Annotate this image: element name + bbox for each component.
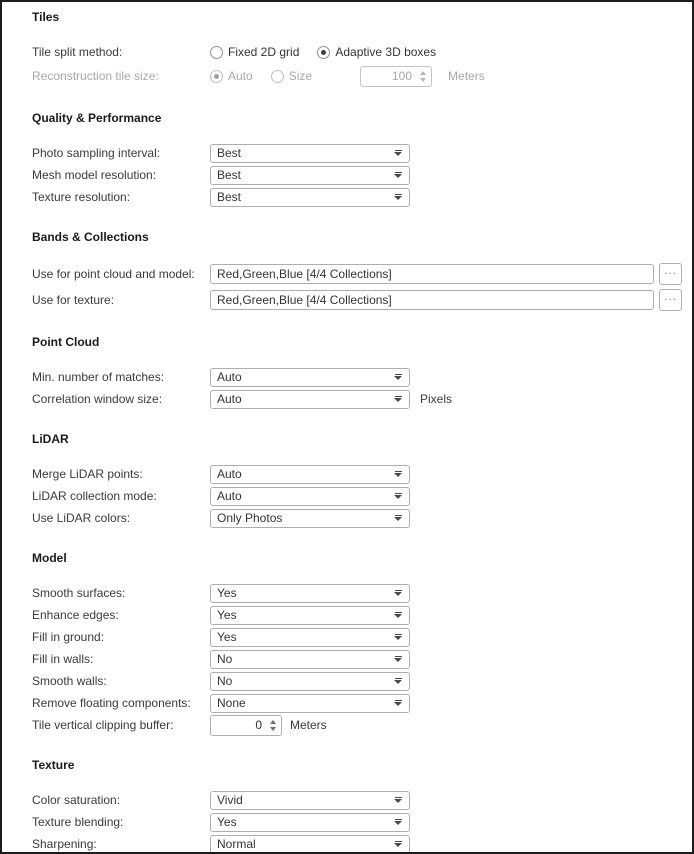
section-title-model: Model xyxy=(32,551,67,565)
radio-selected-icon xyxy=(317,46,330,59)
field-label: Photo sampling interval: xyxy=(32,146,161,160)
row-fill-in-ground xyxy=(32,626,692,648)
field-label: Fill in walls: xyxy=(32,652,94,666)
section-title-quality-performance: Quality & Performance xyxy=(32,111,162,125)
row-sharpening xyxy=(32,833,692,854)
row-texture-blending xyxy=(32,811,692,833)
dropdown-value: Auto xyxy=(217,489,242,503)
field-label: Reconstruction tile size: xyxy=(32,69,159,83)
field-label: Use for texture: xyxy=(32,293,115,307)
dropdown-value: Auto xyxy=(217,370,242,384)
ellipsis-icon: ... xyxy=(663,289,677,303)
section-quality-performance xyxy=(32,111,692,208)
dropdown-value: Normal xyxy=(217,837,256,851)
row-use-for-point-cloud-and-model xyxy=(32,261,692,287)
row-texture-resolution xyxy=(32,186,692,208)
field-label: Min. number of matches: xyxy=(32,370,165,384)
merge-lidar-points-dropdown[interactable] xyxy=(210,465,410,484)
chevron-down-icon xyxy=(394,515,402,521)
dropdown-value: Only Photos xyxy=(217,511,283,525)
chevron-down-icon xyxy=(394,493,402,499)
field-label: Color saturation: xyxy=(32,793,121,807)
reconstruction-tile-size-spinner[interactable] xyxy=(360,66,432,87)
correlation-window-size-dropdown[interactable] xyxy=(210,390,410,409)
radio-size[interactable] xyxy=(271,69,312,83)
chevron-down-icon xyxy=(394,590,402,596)
browse-bands-model-button[interactable] xyxy=(659,263,682,285)
radio-auto[interactable] xyxy=(210,69,253,83)
row-mesh-model-resolution xyxy=(32,164,692,186)
fill-in-walls-dropdown[interactable] xyxy=(210,650,410,669)
field-label: Use LiDAR colors: xyxy=(32,511,131,525)
dropdown-value: No xyxy=(217,674,233,688)
dropdown-value: Yes xyxy=(217,586,237,600)
section-lidar xyxy=(32,432,692,529)
chevron-down-icon xyxy=(394,612,402,618)
field-label: Tile split method: xyxy=(32,45,123,59)
radio-selected-icon xyxy=(210,70,223,83)
remove-floating-components-dropdown[interactable] xyxy=(210,694,410,713)
reconstruction-tile-size-radio-group xyxy=(210,69,312,83)
smooth-surfaces-dropdown[interactable] xyxy=(210,584,410,603)
field-label: Tile vertical clipping buffer: xyxy=(32,718,174,732)
use-for-texture-field[interactable] xyxy=(210,290,654,310)
radio-label: Adaptive 3D boxes xyxy=(335,45,437,59)
texture-resolution-dropdown[interactable] xyxy=(210,188,410,207)
chevron-down-icon xyxy=(394,678,402,684)
row-reconstruction-tile-size xyxy=(32,63,692,89)
field-label: Fill in ground: xyxy=(32,630,105,644)
field-label: Mesh model resolution: xyxy=(32,168,157,182)
field-label: Smooth walls: xyxy=(32,674,107,688)
dropdown-value: Best xyxy=(217,146,242,160)
field-label: Enhance edges: xyxy=(32,608,119,622)
chevron-down-icon xyxy=(394,194,402,200)
spin-down-icon[interactable] xyxy=(270,727,276,731)
row-correlation-window-size xyxy=(32,388,692,410)
dropdown-value: Best xyxy=(217,190,242,204)
dropdown-value: None xyxy=(217,696,246,710)
row-tile-vertical-clipping-buffer xyxy=(32,714,692,736)
unit-label: Meters xyxy=(290,718,327,732)
dropdown-value: Best xyxy=(217,168,242,182)
field-label: Correlation window size: xyxy=(32,392,163,406)
field-label: LiDAR collection mode: xyxy=(32,489,157,503)
radio-icon xyxy=(271,70,284,83)
row-use-for-texture xyxy=(32,287,692,313)
row-lidar-collection-mode xyxy=(32,485,692,507)
chevron-down-icon xyxy=(394,374,402,380)
browse-bands-texture-button[interactable] xyxy=(659,289,682,311)
row-smooth-surfaces xyxy=(32,582,692,604)
chevron-down-icon xyxy=(394,150,402,156)
radio-icon xyxy=(210,46,223,59)
radio-label: Size xyxy=(288,69,313,83)
section-title-lidar: LiDAR xyxy=(32,432,69,446)
chevron-down-icon xyxy=(394,396,402,402)
unit-label: Meters xyxy=(448,69,485,83)
field-label: Use for point cloud and model: xyxy=(32,267,195,281)
smooth-walls-dropdown[interactable] xyxy=(210,672,410,691)
spin-down-icon[interactable] xyxy=(420,78,426,82)
dropdown-value: Auto xyxy=(217,392,242,406)
use-for-point-cloud-and-model-field[interactable] xyxy=(210,264,654,284)
row-remove-floating-components xyxy=(32,692,692,714)
chevron-down-icon xyxy=(394,700,402,706)
ellipsis-icon: ... xyxy=(663,263,677,277)
row-photo-sampling-interval xyxy=(32,142,692,164)
field-label: Merge LiDAR points: xyxy=(32,467,143,481)
texture-blending-dropdown[interactable] xyxy=(210,813,410,832)
enhance-edges-dropdown[interactable] xyxy=(210,606,410,625)
radio-label: Fixed 2D grid xyxy=(228,45,300,59)
chevron-down-icon xyxy=(394,634,402,640)
chevron-down-icon xyxy=(394,819,402,825)
field-value: Red,Green,Blue [4/4 Collections] xyxy=(217,293,392,307)
use-lidar-colors-dropdown[interactable] xyxy=(210,509,410,528)
section-title-bands-collections: Bands & Collections xyxy=(32,230,149,244)
spinner-arrows-icon[interactable] xyxy=(417,71,431,82)
dropdown-value: No xyxy=(217,652,233,666)
photo-sampling-interval-dropdown[interactable] xyxy=(210,144,410,163)
section-tiles xyxy=(32,10,692,89)
row-fill-in-walls xyxy=(32,648,692,670)
min-number-of-matches-dropdown[interactable] xyxy=(210,368,410,387)
row-tile-split-method xyxy=(32,41,692,63)
spin-up-icon[interactable] xyxy=(420,71,426,75)
section-title-tiles: Tiles xyxy=(32,10,60,24)
unit-label: Pixels xyxy=(420,392,453,406)
field-value: Red,Green,Blue [4/4 Collections] xyxy=(217,267,392,281)
section-title-point-cloud: Point Cloud xyxy=(32,335,100,349)
chevron-down-icon xyxy=(394,797,402,803)
spinner-value: 100 xyxy=(392,69,413,83)
row-enhance-edges xyxy=(32,604,692,626)
chevron-down-icon xyxy=(394,172,402,178)
row-smooth-walls xyxy=(32,670,692,692)
dropdown-value: Yes xyxy=(217,630,237,644)
row-color-saturation xyxy=(32,789,692,811)
tile-vertical-clipping-buffer-spinner[interactable] xyxy=(210,715,282,736)
color-saturation-dropdown[interactable] xyxy=(210,791,410,810)
row-min-number-of-matches xyxy=(32,366,692,388)
chevron-down-icon xyxy=(394,841,402,847)
field-label: Sharpening: xyxy=(32,837,97,851)
row-merge-lidar-points xyxy=(32,463,692,485)
dropdown-value: Vivid xyxy=(217,793,243,807)
section-texture xyxy=(32,758,692,854)
section-point-cloud xyxy=(32,335,692,410)
field-label: Smooth surfaces: xyxy=(32,586,126,600)
spin-up-icon[interactable] xyxy=(270,720,276,724)
field-label: Texture blending: xyxy=(32,815,124,829)
radio-fixed-2d-grid[interactable] xyxy=(210,45,299,59)
section-title-texture: Texture xyxy=(32,758,75,772)
dropdown-value: Yes xyxy=(217,815,237,829)
field-label: Remove floating components: xyxy=(32,696,191,710)
sharpening-dropdown[interactable] xyxy=(210,835,410,854)
spinner-arrows-icon[interactable] xyxy=(267,720,281,731)
radio-adaptive-3d-boxes[interactable] xyxy=(317,45,436,59)
dropdown-value: Yes xyxy=(217,608,237,622)
row-use-lidar-colors xyxy=(32,507,692,529)
chevron-down-icon xyxy=(394,656,402,662)
mesh-model-resolution-dropdown[interactable] xyxy=(210,166,410,185)
chevron-down-icon xyxy=(394,471,402,477)
section-model xyxy=(32,551,692,736)
section-bands-collections xyxy=(32,230,692,313)
radio-label: Auto xyxy=(228,69,253,83)
field-label: Texture resolution: xyxy=(32,190,131,204)
tile-split-method-radio-group xyxy=(210,45,436,59)
fill-in-ground-dropdown[interactable] xyxy=(210,628,410,647)
lidar-collection-mode-dropdown[interactable] xyxy=(210,487,410,506)
spinner-value: 0 xyxy=(255,718,262,732)
dropdown-value: Auto xyxy=(217,467,242,481)
